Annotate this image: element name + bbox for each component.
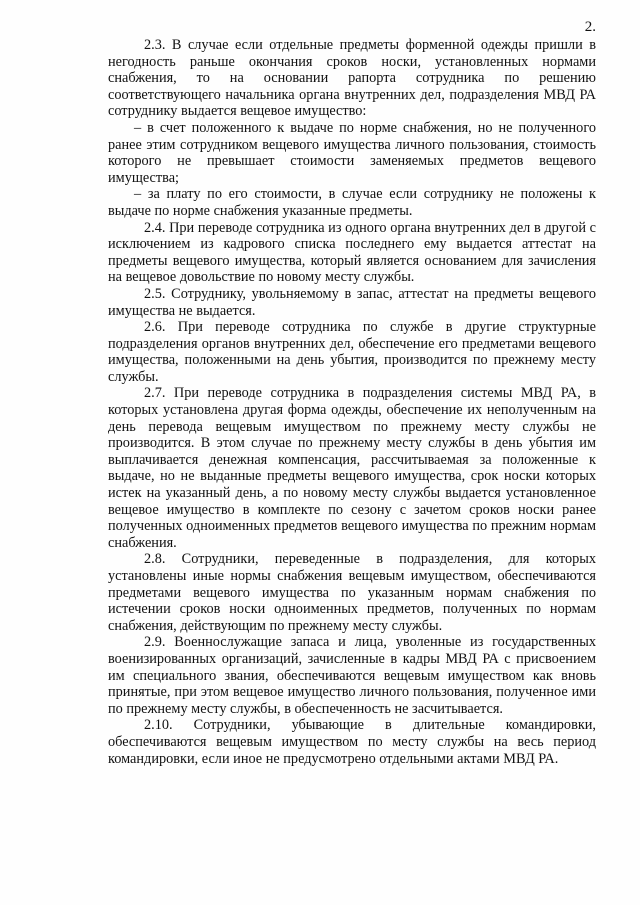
- subitem-2: – за плату по его стоимости, в случае если сотруднику не положены к выдаче по норме снабжения указанные предметы.: [108, 186, 596, 219]
- document-body: [108, 37, 596, 767]
- paragraph-2-9: 2.9. Военнослужащие запаса и лица, уволенные из государственных военизированных организаций, зачисленные в кадры МВД РА с присвоением им специального звания, обеспечиваются вещевым имуществом как вновь принятые, при этом вещевое имущество личного пользования, полученное ими по прежнему месту службы, в обеспеченность не засчитывается.: [108, 634, 596, 717]
- paragraph-2-8: 2.8. Сотрудники, переведенные в подразделения, для которых установлены иные нормы снабжения вещевым имуществом, обеспечиваются предметами вещевого имущества по указанным нормам снабжения по истечении сроков носки одноименных предметов, полученных по нормам снабжения, действующим по прежнему месту службы.: [108, 551, 596, 634]
- paragraph-2-7: 2.7. При переводе сотрудника в подразделения системы МВД РА, в которых установлена другая форма одежды, обеспечение их неполученным на день перевода вещевым имуществом по прежнему месту службы не производится. В этом случае по прежнему месту службы в день убытия им выплачивается денежная компенсация, рассчитываемая за положенные к выдаче, но не выданные предметы вещевого имущества, срок носки которых истек на указанный день, а по новому месту службы выдается установленное вещевое имущество в комплекте по сезону с зачетом сроков носки ранее полученных одноименных предметов вещевого имущества по прежним нормам снабжения.: [108, 385, 596, 551]
- paragraph-2-6: 2.6. При переводе сотрудника по службе в другие структурные подразделения органов внутренних дел, обеспечение его предметами вещевого имущества, положенными на день убытия, производится по прежнему месту службы.: [108, 319, 596, 385]
- paragraph-2-4: 2.4. При переводе сотрудника из одного органа внутренних дел в другой с исключением из кадрового списка последнего ему выдается аттестат на предметы вещевого имущества, который является основанием для зачисления на вещевое довольствие по новому месту службы.: [108, 219, 596, 286]
- subitem-1: – в счет положенного к выдаче по норме снабжения, но не полученного ранее этим сотрудником вещевого имущества личного пользования, стоимость которого не превышает стоимости заменяемых предметов вещевого имущества;: [108, 119, 596, 186]
- paragraph-2-3: 2.3. В случае если отдельные предметы форменной одежды пришли в негодность раньше окончания сроков носки, установленных нормами снабжения, то на основании рапорта сотрудника по решению соответствующего начальника органа внутренних дел, подразделения МВД РА сотруднику выдается вещевое имущество:: [108, 37, 596, 120]
- paragraph-2-10: 2.10. Сотрудники, убывающие в длительные командировки, обеспечиваются вещевым имуществом по месту службы на весь период командировки, если иное не предусмотрено отдельными актами МВД РА.: [108, 717, 596, 767]
- page-number: 2.: [584, 19, 596, 35]
- paragraph-2-5: 2.5. Сотруднику, увольняемому в запас, аттестат на предметы вещевого имущества не выдается.: [108, 285, 596, 319]
